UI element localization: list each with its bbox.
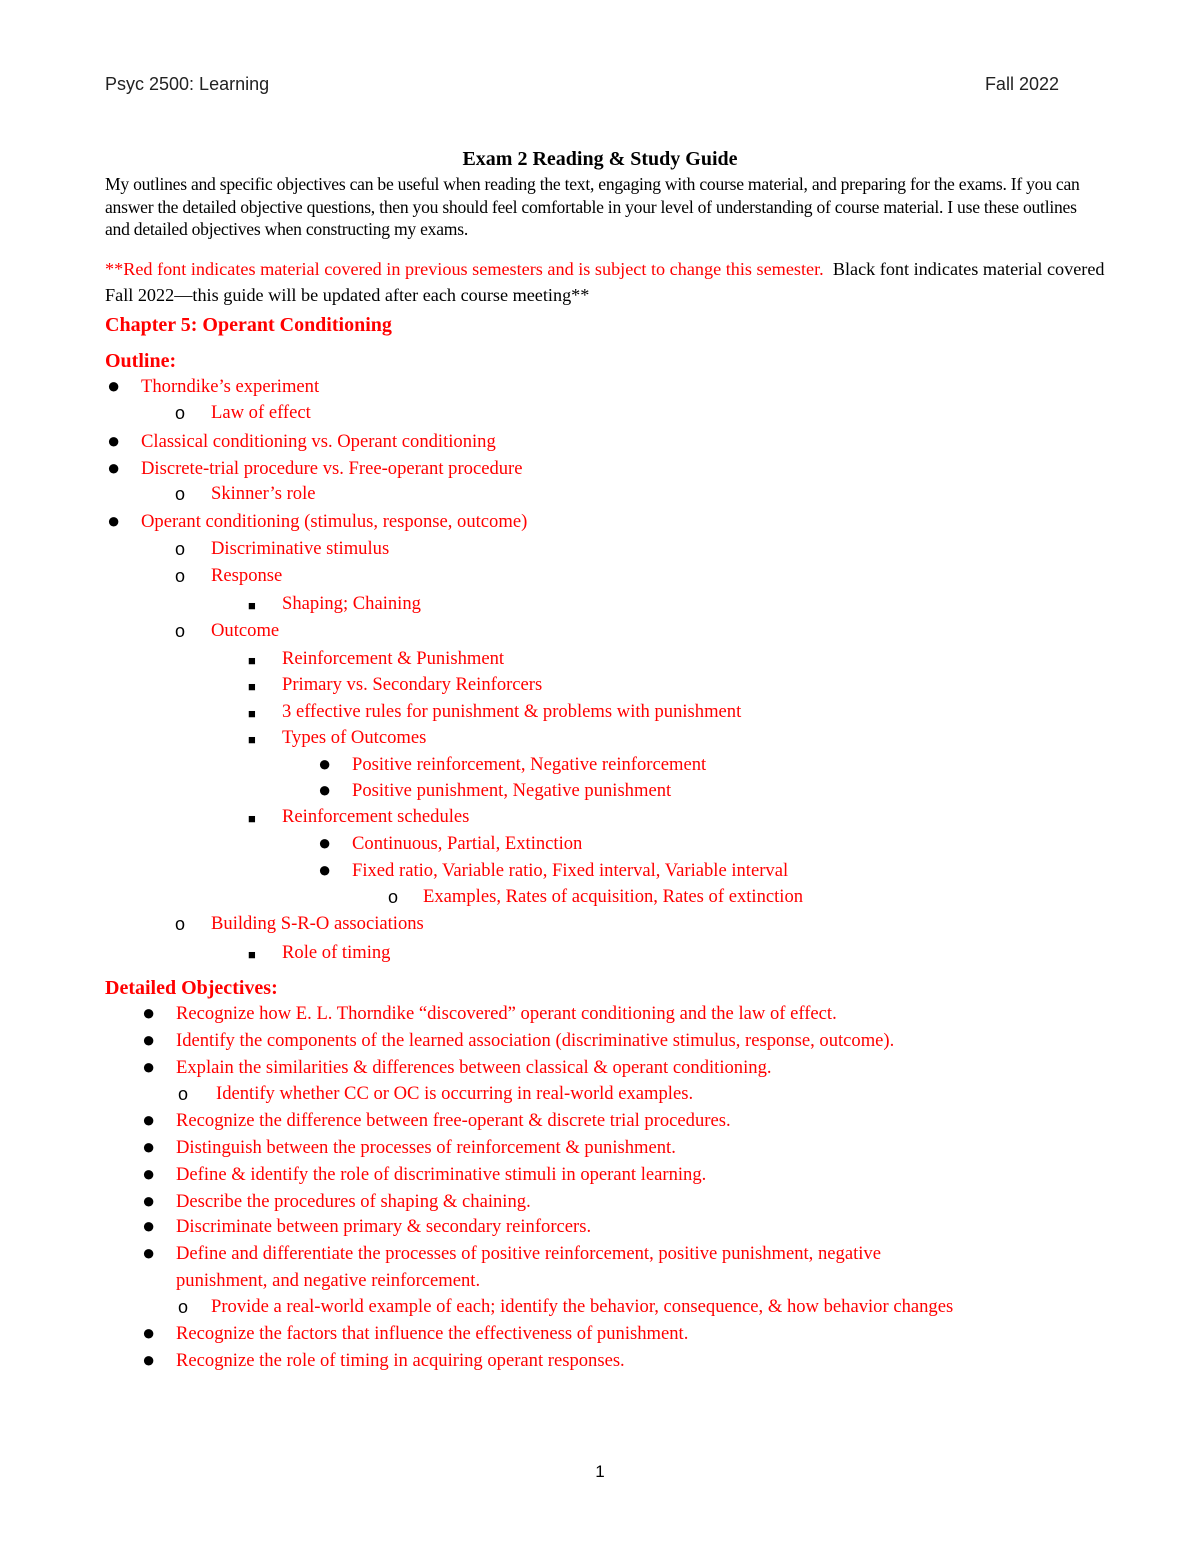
bullet-circle-icon: o — [175, 914, 186, 934]
outline-item: 3 effective rules for punishment & problems with punishment — [282, 701, 742, 722]
outline-item: Outcome — [211, 620, 280, 641]
objective-item: Recognize the difference between free-operant & discrete trial procedures. — [176, 1110, 731, 1131]
bullet-dot-icon: ● — [107, 373, 121, 398]
bullet-dot-icon: ● — [142, 1027, 156, 1052]
bullet-dot-icon: ● — [142, 1240, 156, 1265]
bullet-dot-icon: ● — [142, 1213, 156, 1238]
note-black-text: Black font indicates material covered Fall 2022—this guide will be updated after each course meeting** — [105, 259, 1105, 305]
outline-item: Discriminative stimulus — [211, 538, 390, 559]
outline-item: Continuous, Partial, Extinction — [352, 833, 583, 854]
objective-item: Provide a real-world example of each; identify the behavior, consequence, & how behavior changes — [211, 1296, 954, 1317]
bullet-dot-icon: ● — [318, 857, 332, 882]
header-course: Psyc 2500: Learning — [105, 74, 270, 94]
objectives-heading: Detailed Objectives: — [105, 977, 278, 999]
note-red-text: **Red font indicates material covered in previous semesters and is subject to change this semester. — [105, 259, 824, 279]
bullet-dot-icon: ● — [107, 508, 121, 533]
objective-item: Define & identify the role of discriminative stimuli in operant learning. — [176, 1164, 707, 1185]
outline-item: Role of timing — [282, 942, 391, 963]
outline-item: Law of effect — [211, 402, 311, 423]
outline-item: Response — [211, 565, 283, 586]
objective-item: Describe the procedures of shaping & chaining. — [176, 1191, 531, 1212]
bullet-square-icon: ■ — [248, 598, 256, 613]
bullet-circle-icon: o — [388, 887, 399, 907]
bullet-circle-icon: o — [175, 484, 186, 504]
bullet-square-icon: ■ — [248, 679, 256, 694]
outline-item: Positive reinforcement, Negative reinforcement — [352, 754, 707, 775]
bullet-dot-icon: ● — [318, 777, 332, 802]
bullet-circle-icon: o — [175, 621, 186, 641]
bullet-dot-icon: ● — [142, 1000, 156, 1025]
bullet-dot-icon: ● — [142, 1134, 156, 1159]
objective-item: Recognize the role of timing in acquiring operant responses. — [176, 1350, 625, 1371]
outline-item: Primary vs. Secondary Reinforcers — [282, 674, 543, 695]
objective-item: Explain the similarities & differences between classical & operant conditioning. — [176, 1057, 772, 1078]
intro-paragraph: My outlines and specific objectives can be useful when reading the text, engaging with course material, and preparing for the exams. If you can answer the detailed objective questions, then you should feel comfortable in your level of understanding of course material. I use these outlines and detailed objectives when constructing my exams. — [105, 174, 1080, 240]
outline-item: Types of Outcomes — [282, 727, 427, 748]
outline-item: Operant conditioning (stimulus, response, outcome) — [141, 511, 528, 532]
objective-item: Recognize the factors that influence the effectiveness of punishment. — [176, 1323, 689, 1344]
objective-item: Distinguish between the processes of reinforcement & punishment. — [176, 1137, 676, 1158]
bullet-dot-icon: ● — [142, 1320, 156, 1345]
outline-item: Skinner’s role — [211, 483, 316, 504]
bullet-square-icon: ■ — [248, 653, 256, 668]
bullet-square-icon: ■ — [248, 732, 256, 747]
bullet-dot-icon: ● — [107, 428, 121, 453]
bullet-circle-icon: o — [175, 539, 186, 559]
bullet-circle-icon: o — [175, 566, 186, 586]
objective-item: punishment, and negative reinforcement. — [176, 1270, 481, 1291]
outline-item: Examples, Rates of acquisition, Rates of extinction — [423, 886, 804, 907]
bullet-dot-icon: ● — [142, 1161, 156, 1186]
objective-item: Discriminate between primary & secondary reinforcers. — [176, 1216, 592, 1237]
header-term: Fall 2022 — [984, 74, 1059, 94]
outline-heading: Outline: — [105, 350, 177, 372]
outline-item: Discrete-trial procedure vs. Free-operant procedure — [141, 458, 523, 479]
page-title: Exam 2 Reading & Study Guide — [462, 148, 738, 170]
objective-item: Identify the components of the learned association (discriminative stimulus, response, outcome). — [176, 1030, 895, 1051]
objective-item: Recognize how E. L. Thorndike “discovered” operant conditioning and the law of effect. — [176, 1003, 837, 1024]
bullet-circle-icon: o — [178, 1297, 189, 1317]
bullet-dot-icon: ● — [142, 1054, 156, 1079]
bullet-dot-icon: ● — [107, 455, 121, 480]
bullet-dot-icon: ● — [318, 830, 332, 855]
outline-item: Classical conditioning vs. Operant conditioning — [141, 431, 496, 452]
outline-item: Reinforcement schedules — [282, 806, 470, 827]
bullet-dot-icon: ● — [142, 1107, 156, 1132]
bullet-dot-icon: ● — [142, 1188, 156, 1213]
bullet-square-icon: ■ — [248, 811, 256, 826]
outline-item: Building S-R-O associations — [211, 913, 424, 934]
bullet-square-icon: ■ — [248, 947, 256, 962]
outline-item: Fixed ratio, Variable ratio, Fixed interval, Variable interval — [352, 860, 789, 881]
objective-item: Define and differentiate the processes of positive reinforcement, positive punishment, negative — [176, 1243, 881, 1264]
outline-item: Shaping; Chaining — [282, 593, 421, 614]
bullet-dot-icon: ● — [318, 751, 332, 776]
chapter-heading: Chapter 5: Operant Conditioning — [105, 314, 392, 336]
outline-item: Reinforcement & Punishment — [282, 648, 505, 669]
page-number: 1 — [595, 1462, 605, 1481]
bullet-dot-icon: ● — [142, 1347, 156, 1372]
outline-item: Positive punishment, Negative punishment — [352, 780, 672, 801]
bullet-square-icon: ■ — [248, 706, 256, 721]
objective-item: Identify whether CC or OC is occurring in real-world examples. — [216, 1083, 694, 1104]
bullet-circle-icon: o — [175, 403, 186, 423]
bullet-circle-icon: o — [178, 1084, 189, 1104]
outline-item: Thorndike’s experiment — [141, 376, 320, 397]
